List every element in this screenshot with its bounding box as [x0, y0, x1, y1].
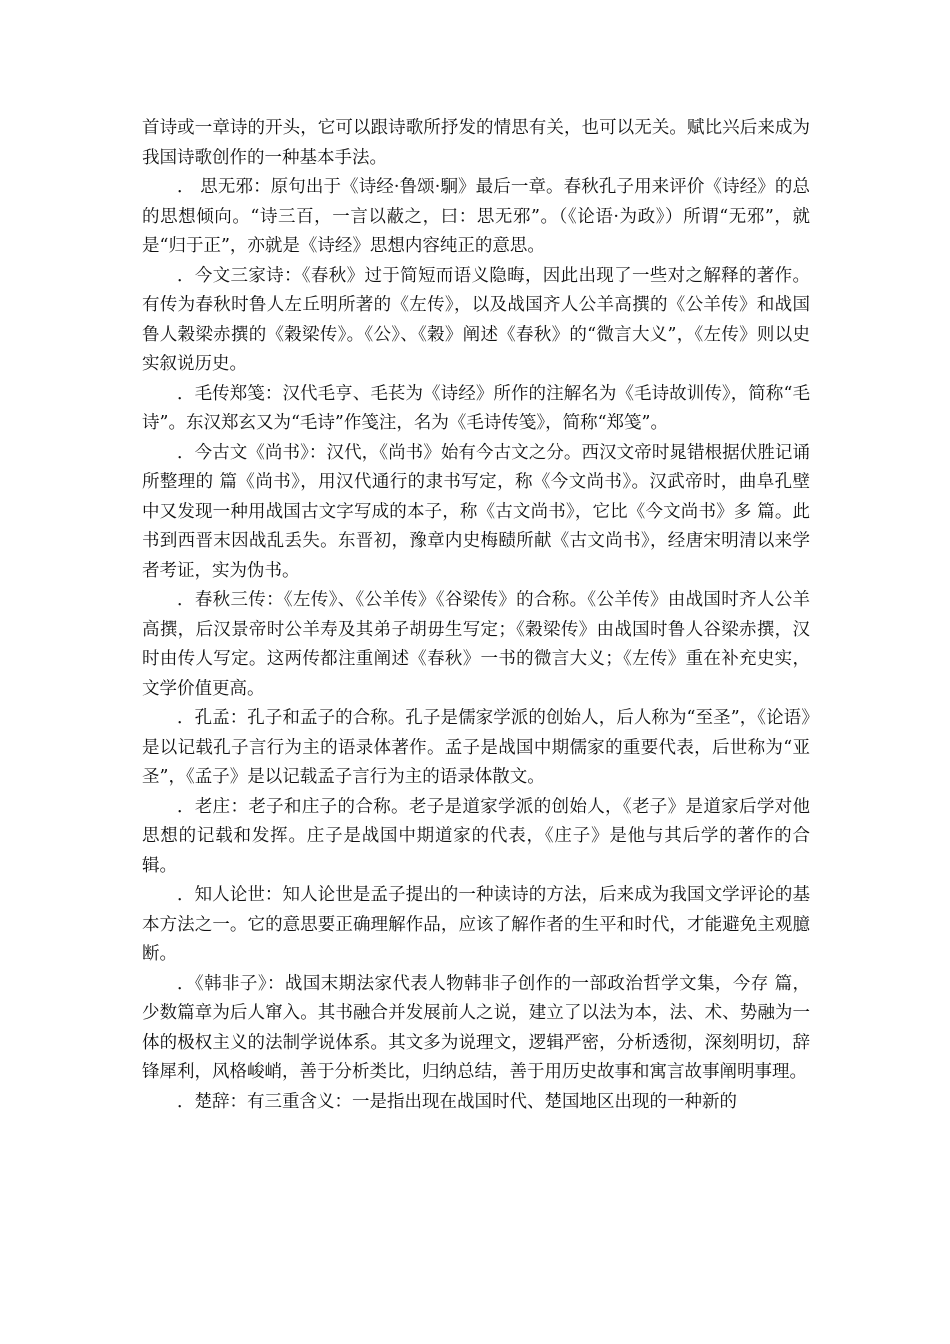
paragraph-chunqiu-san-zhuan: ．春秋三传：《左传》、《公羊传》《谷梁传》的合称。《公羊传》由战国时齐人公羊高撰，后汉景帝时公羊寿及其弟子胡毋生写定；《穀梁传》由战国时鲁人谷梁赤撰，汉时由传人写定。这两传都注重阐述《春秋》一书的微言大义；《左传》重在补充史实，文学价值更高。 [142, 590, 810, 699]
paragraph-lao-zhuang: ．老庄：老子和庄子的合称。老子是道家学派的创始人，《老子》是道家后学对他思想的记载和发挥。庄子是战国中期道家的代表，《庄子》是他与其后学的著作的合辑。 [142, 796, 810, 876]
paragraph-fu-bi-xing-continued: 首诗或一章诗的开头，它可以跟诗歌所抒发的情思有关，也可以无关。赋比兴后来成为我国诗歌创作的一种基本手法。 [142, 118, 810, 168]
paragraph-jin-wen-san-jia-shi: ．今文三家诗：《春秋》过于简短而语义隐晦，因此出现了一些对之解释的著作。有传为春秋时鲁人左丘明所著的《左传》，以及战国齐人公羊高撰的《公羊传》和战国鲁人穀梁赤撰的《穀梁传》。《公》、《穀》阐述《春秋》的“微言大义”，《左传》则以史实叙说历史。 [142, 265, 810, 374]
paragraph-si-wu-xie: ． 思无邪：原句出于《诗经·鲁颂·駉》最后一章。春秋孔子用来评价《诗经》的总的思想倾向。“诗三百，一言以蔽之，曰：思无邪”。（《论语·为政》）所谓“无邪”，就是“归于正”，亦就是《诗经》思想内容纯正的意思。 [142, 177, 810, 256]
paragraph-chu-ci: ．楚辞：有三重含义：一是指出现在战国时代、楚国地区出现的一种新的 [177, 1091, 737, 1112]
paragraph-mao-zhuan-zheng-jian: ．毛传郑笺：汉代毛亨、毛苌为《诗经》所作的注解名为《毛诗故训传》，简称“毛诗”。东汉郑玄又为“毛诗”作笺注，名为《毛诗传笺》，简称“郑笺”。 [142, 383, 810, 433]
paragraph-zhi-ren-lun-shi: ．知人论世：知人论世是孟子提出的一种读诗的方法，后来成为我国文学评论的基本方法之一。它的意思要正确理解作品，应该了解作者的生平和时代，才能避免主观臆断。 [142, 885, 810, 964]
document-page [142, 114, 810, 1117]
paragraph-jin-gu-wen-shangshu: ．今古文《尚书》：汉代，《尚书》始有今古文之分。西汉文帝时晁错根据伏胜记诵所整理的 篇《尚书》，用汉代通行的隶书写定，称《今文尚书》。汉武帝时，曲阜孔壁中又发现一种用战国古文字写成的本子，称《古文尚书》，它比《今文尚书》多 篇。此书到西晋末因战乱丢失。东晋初，豫章内史梅赜所献《古文尚书》，经唐宋明清以来学者考证，实为伪书。 [142, 442, 810, 581]
paragraph-kong-meng: ．孔孟：孔子和孟子的合称。孔子是儒家学派的创始人，后人称为“至圣”，《论语》是以记载孔子言行为主的语录体著作。孟子是战国中期儒家的重要代表，后世称为“亚圣”，《孟子》是以记载孟子言行为主的语录体散文。 [142, 708, 810, 787]
paragraph-hanfeizi: ．《韩非子》：战国末期法家代表人物韩非子创作的一部政治哲学文集，今存 篇，少数篇章为后人窜入。其书融合并发展前人之说，建立了以法为本，法、术、势融为一体的极权主义的法制学说体系。其文多为说理文，逻辑严密，分析透彻，深刻明切，辞锋犀利，风格峻峭，善于分析类比，归纳总结，善于用历史故事和寓言故事阐明事理。 [142, 973, 810, 1082]
